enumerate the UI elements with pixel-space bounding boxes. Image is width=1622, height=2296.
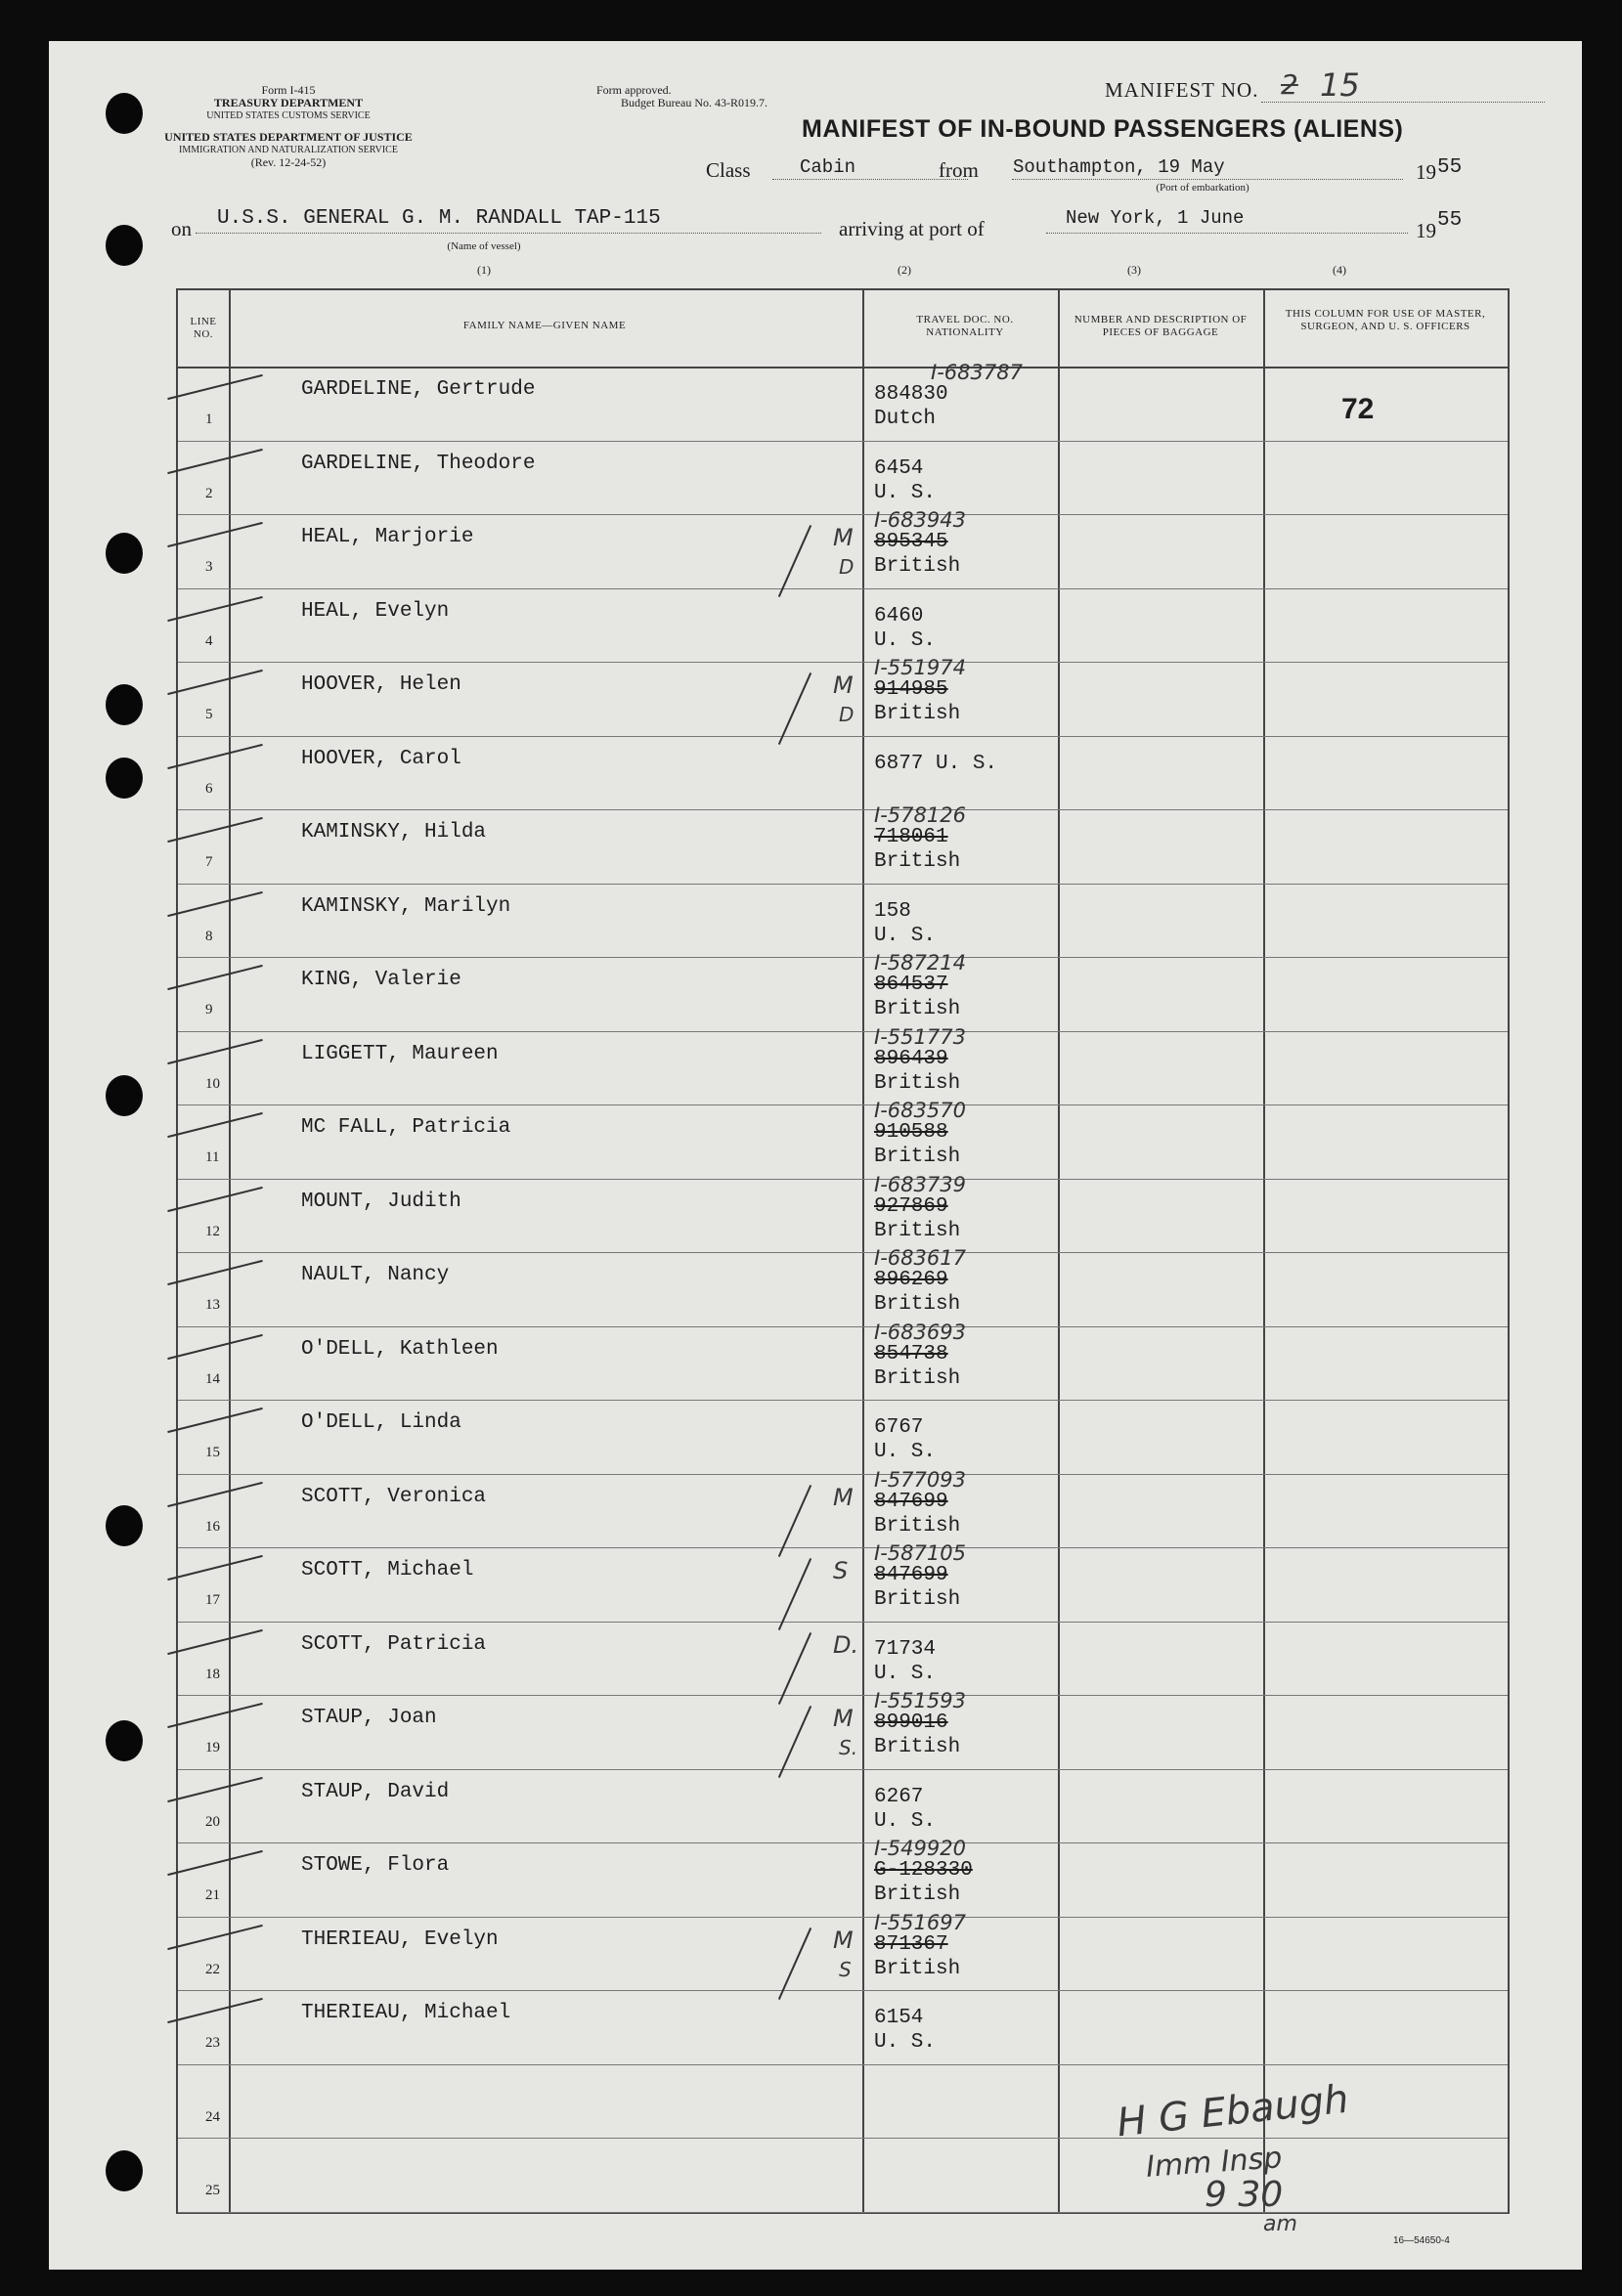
nationality: British xyxy=(874,1884,961,1906)
year-1: 55 xyxy=(1437,156,1463,179)
passenger-name: GARDELINE, Theodore xyxy=(301,452,536,475)
nationality: U. S. xyxy=(874,924,937,947)
on-label: on xyxy=(171,217,192,240)
handwritten-doc-number: I-551773 xyxy=(874,1024,966,1049)
handwritten-doc-number: I-577093 xyxy=(874,1467,966,1492)
struck-doc-number: 910588 xyxy=(874,1121,948,1144)
nationality: U. S. xyxy=(874,1809,937,1833)
year-2: 55 xyxy=(1437,209,1463,232)
manifest-paper xyxy=(49,41,1582,2270)
check-mark-icon xyxy=(167,1776,263,1801)
row-line-number: 10 xyxy=(205,1075,220,1092)
year-prefix-2: 19 xyxy=(1416,219,1436,242)
nationality: U. S. xyxy=(874,1662,937,1685)
arrival-port: New York, 1 June xyxy=(1066,207,1245,229)
passenger-name: THERIEAU, Evelyn xyxy=(301,1928,499,1951)
family-mark: D xyxy=(839,703,855,726)
family-mark: M xyxy=(833,671,854,699)
row-line-number: 17 xyxy=(205,1592,220,1608)
row-line-number: 4 xyxy=(205,632,213,649)
struck-doc-number: 899016 xyxy=(874,1711,948,1734)
inspector-title: Imm Insp xyxy=(1144,2141,1284,2185)
col-num-3: (3) xyxy=(1127,263,1141,277)
nationality: British xyxy=(874,555,961,578)
row-line-number: 8 xyxy=(205,928,213,944)
nationality: British xyxy=(874,998,961,1020)
struck-doc-number: 927869 xyxy=(874,1194,948,1218)
form-approved: Form approved. xyxy=(596,83,672,97)
handwritten-doc-number: I-587214 xyxy=(874,951,966,975)
nationality: U. S. xyxy=(874,1441,937,1463)
handwritten-doc-number: I-587105 xyxy=(874,1541,966,1565)
struck-doc-number: 871367 xyxy=(874,1932,948,1956)
header-name: FAMILY NAME—GIVEN NAME xyxy=(462,320,627,331)
row-line-number: 9 xyxy=(205,1002,213,1018)
check-mark-icon xyxy=(167,670,263,695)
passenger-name: KAMINSKY, Hilda xyxy=(301,821,487,844)
struck-doc-number: 895345 xyxy=(874,531,948,553)
passenger-name: SCOTT, Patricia xyxy=(301,1632,487,1656)
check-mark-icon xyxy=(167,965,263,990)
binder-hole xyxy=(106,1075,143,1116)
port-caption: (Port of embarkation) xyxy=(1156,182,1249,194)
passenger-name: O'DELL, Kathleen xyxy=(301,1337,499,1361)
year-prefix-1: 19 xyxy=(1416,160,1436,184)
row-line-number: 11 xyxy=(205,1149,220,1165)
binder-hole xyxy=(106,2150,143,2191)
row-line-number: 18 xyxy=(205,1666,220,1682)
passenger-name: STAUP, David xyxy=(301,1780,450,1803)
nationality: British xyxy=(874,1146,961,1168)
vessel-name: U.S.S. GENERAL G. M. RANDALL TAP-115 xyxy=(217,207,661,230)
row-line-number: 19 xyxy=(205,1740,220,1755)
ins-service: IMMIGRATION AND NATURALIZATION SERVICE xyxy=(179,145,398,155)
revision: (Rev. 12-24-52) xyxy=(250,155,327,169)
struck-doc-number: 914985 xyxy=(874,678,948,701)
nationality: British xyxy=(874,1514,961,1538)
family-mark: M xyxy=(833,524,854,551)
inspector-signature: H G Ebaugh xyxy=(1115,2076,1351,2146)
nationality: British xyxy=(874,1588,961,1611)
table-row xyxy=(178,2138,1508,2212)
passenger-name: MC FALL, Patricia xyxy=(301,1116,511,1139)
row-line-number: 15 xyxy=(205,1445,220,1460)
embark-port: Southampton, 19 May xyxy=(1013,156,1225,178)
binder-hole xyxy=(106,1505,143,1546)
check-mark-icon xyxy=(167,1555,263,1581)
manifest-struck-number: 2 xyxy=(1281,68,1298,101)
struck-doc-number: 847699 xyxy=(874,1564,948,1586)
manifest-label: MANIFEST NO. xyxy=(1105,78,1259,102)
row-line-number: 3 xyxy=(205,559,213,575)
check-mark-icon xyxy=(167,743,263,768)
travel-doc-number: 71734 xyxy=(874,1637,937,1661)
row-line-number: 20 xyxy=(205,1813,220,1830)
table-row xyxy=(178,884,1508,958)
binder-hole xyxy=(106,1720,143,1761)
passenger-name: HOOVER, Carol xyxy=(301,747,461,770)
handwritten-doc-number: I-683787 xyxy=(931,361,1023,384)
family-mark: S xyxy=(833,1557,849,1584)
row-line-number: 7 xyxy=(205,854,213,870)
inspection-time-suffix: am xyxy=(1263,2212,1297,2236)
check-mark-icon xyxy=(167,1038,263,1063)
handwritten-doc-number: I-551593 xyxy=(874,1689,966,1712)
nationality: British xyxy=(874,1957,961,1980)
row-line-number: 13 xyxy=(205,1297,220,1313)
page-number: 72 xyxy=(1341,393,1375,425)
family-mark: M xyxy=(833,1705,854,1732)
handwritten-doc-number: I-683943 xyxy=(874,508,966,532)
header-doc: TRAVEL DOC. NO. NATIONALITY xyxy=(916,314,1014,338)
header-baggage: NUMBER AND DESCRIPTION OF PIECES OF BAGGAGE xyxy=(1074,314,1248,338)
nationality: British xyxy=(874,1736,961,1758)
row-line-number: 12 xyxy=(205,1223,220,1239)
nationality: British xyxy=(874,1366,961,1390)
table-row xyxy=(178,588,1508,663)
travel-doc-number: 158 xyxy=(874,899,911,923)
form-id: Form I-415 xyxy=(261,83,316,97)
col-num-1: (1) xyxy=(477,263,491,277)
manifest-title: MANIFEST OF IN-BOUND PASSENGERS (ALIENS) xyxy=(802,115,1404,143)
travel-doc-number: 6267 xyxy=(874,1785,924,1808)
check-mark-icon xyxy=(167,1112,263,1138)
check-mark-icon xyxy=(167,1408,263,1433)
row-line-number: 1 xyxy=(205,412,213,427)
check-mark-icon xyxy=(167,1850,263,1876)
travel-doc-number: 6877 U. S. xyxy=(874,752,998,775)
table-row xyxy=(178,1024,1508,1105)
row-rule xyxy=(178,2212,1508,2213)
struck-doc-number: 847699 xyxy=(874,1490,948,1513)
check-mark-icon xyxy=(167,1186,263,1211)
row-line-number: 14 xyxy=(205,1370,220,1387)
table-row xyxy=(178,1400,1508,1474)
header-officers: THIS COLUMN FOR USE OF MASTER, SURGEON, AND U. S. OFFICERS xyxy=(1285,308,1486,332)
check-mark-icon xyxy=(167,374,263,400)
table-row xyxy=(178,1099,1508,1179)
manifest-number: 15 xyxy=(1320,66,1360,104)
row-line-number: 5 xyxy=(205,707,213,722)
binder-hole xyxy=(106,533,143,574)
handwritten-doc-number: I-551974 xyxy=(874,656,966,679)
check-mark-icon xyxy=(167,522,263,547)
table-row xyxy=(178,1990,1508,2064)
travel-doc-number: 6767 xyxy=(874,1416,924,1439)
row-line-number: 2 xyxy=(205,485,213,501)
passenger-table xyxy=(176,288,1510,2236)
footer-code: 16—54650-4 xyxy=(1393,2235,1450,2246)
family-mark: S. xyxy=(839,1736,858,1759)
travel-doc-number: 6454 xyxy=(874,456,924,480)
class-label: Class xyxy=(706,158,751,182)
table-row xyxy=(178,803,1508,884)
handwritten-doc-number: I-549920 xyxy=(874,1837,966,1860)
passenger-name: KING, Valerie xyxy=(301,969,461,991)
row-line-number: 6 xyxy=(205,780,213,797)
check-mark-icon xyxy=(167,1924,263,1949)
table-row xyxy=(178,951,1508,1031)
family-mark: M xyxy=(833,1483,854,1511)
travel-doc-number: 6460 xyxy=(874,604,924,628)
handwritten-doc-number: I-578126 xyxy=(874,803,966,827)
from-line xyxy=(1012,179,1403,180)
table-row xyxy=(178,1837,1508,1917)
family-mark: D. xyxy=(833,1630,859,1659)
passenger-name: NAULT, Nancy xyxy=(301,1264,450,1286)
check-mark-icon xyxy=(167,890,263,916)
arrival-line xyxy=(1046,233,1408,234)
justice-dept: UNITED STATES DEPARTMENT OF JUSTICE xyxy=(164,130,413,144)
header-line-no: LINE NO. xyxy=(190,316,217,340)
from-label: from xyxy=(939,158,979,182)
check-mark-icon xyxy=(167,1481,263,1506)
struck-doc-number: G-128330 xyxy=(874,1859,973,1882)
passenger-name: LIGGETT, Maureen xyxy=(301,1042,499,1065)
row-line-number: 24 xyxy=(205,2108,220,2125)
struck-doc-number: 896269 xyxy=(874,1269,948,1291)
passenger-name: HEAL, Marjorie xyxy=(301,526,474,548)
family-mark: S xyxy=(839,1957,852,1981)
table-row xyxy=(178,1246,1508,1326)
nationality: U. S. xyxy=(874,628,937,652)
nationality: British xyxy=(874,1293,961,1316)
col-num-2: (2) xyxy=(898,263,911,277)
struck-doc-number: 854738 xyxy=(874,1342,948,1365)
binder-hole xyxy=(106,225,143,266)
passenger-name: SCOTT, Michael xyxy=(301,1559,474,1581)
table-row xyxy=(178,1769,1508,1843)
passenger-name: HOOVER, Helen xyxy=(301,673,461,696)
passenger-name: HEAL, Evelyn xyxy=(301,599,450,623)
check-mark-icon xyxy=(167,1260,263,1285)
table-row xyxy=(178,361,1508,441)
struck-doc-number: 718061 xyxy=(874,826,948,848)
passenger-name: SCOTT, Veronica xyxy=(301,1485,487,1508)
family-mark: D xyxy=(839,555,855,579)
nationality: British xyxy=(874,850,961,873)
passenger-name: MOUNT, Judith xyxy=(301,1190,461,1213)
row-line-number: 25 xyxy=(205,2183,220,2198)
nationality: U. S. xyxy=(874,481,937,504)
check-mark-icon xyxy=(167,1998,263,2023)
row-line-number: 22 xyxy=(205,1961,220,1977)
handwritten-doc-number: I-683739 xyxy=(874,1172,966,1196)
passenger-name: STAUP, Joan xyxy=(301,1707,437,1729)
passenger-name: THERIEAU, Michael xyxy=(301,2002,511,2024)
vessel-caption: (Name of vessel) xyxy=(447,240,521,252)
passenger-name: GARDELINE, Gertrude xyxy=(301,378,536,401)
budget-bureau: Budget Bureau No. 43-R019.7. xyxy=(621,96,767,109)
table-row xyxy=(178,736,1508,810)
handwritten-doc-number: I-683693 xyxy=(874,1320,966,1344)
travel-doc-number: 6154 xyxy=(874,2007,924,2029)
travel-doc-number: 884830 xyxy=(874,383,948,406)
table-row xyxy=(178,441,1508,515)
handwritten-doc-number: I-551697 xyxy=(874,1910,966,1934)
check-mark-icon xyxy=(167,448,263,473)
row-line-number: 21 xyxy=(205,1887,220,1903)
inspection-time: 9 30 xyxy=(1205,2175,1284,2215)
arriving-label: arriving at port of xyxy=(839,217,985,240)
check-mark-icon xyxy=(167,1628,263,1654)
check-mark-icon xyxy=(167,1333,263,1359)
passenger-name: KAMINSKY, Marilyn xyxy=(301,894,511,918)
vessel-line xyxy=(196,233,821,234)
table-row xyxy=(178,1320,1508,1401)
row-line-number: 16 xyxy=(205,1518,220,1535)
nationality: U. S. xyxy=(874,2031,937,2054)
row-line-number: 23 xyxy=(205,2035,220,2051)
handwritten-doc-number: I-683617 xyxy=(874,1246,966,1270)
customs-service: UNITED STATES CUSTOMS SERVICE xyxy=(206,110,371,121)
nationality: British xyxy=(874,1219,961,1242)
family-mark: M xyxy=(833,1926,854,1954)
nationality: British xyxy=(874,703,961,725)
passenger-name: STOWE, Flora xyxy=(301,1854,450,1877)
binder-hole xyxy=(106,758,143,799)
nationality: Dutch xyxy=(874,408,937,430)
binder-hole xyxy=(106,93,143,134)
handwritten-doc-number: I-683570 xyxy=(874,1099,966,1122)
check-mark-icon xyxy=(167,817,263,843)
check-mark-icon xyxy=(167,595,263,621)
struck-doc-number: 864537 xyxy=(874,974,948,996)
struck-doc-number: 896439 xyxy=(874,1047,948,1070)
class-value: Cabin xyxy=(800,156,856,178)
check-mark-icon xyxy=(167,1703,263,1728)
manifest-no-line xyxy=(1261,102,1545,103)
binder-hole xyxy=(106,684,143,725)
nationality: British xyxy=(874,1071,961,1095)
table-row xyxy=(178,1172,1508,1253)
col-num-4: (4) xyxy=(1333,263,1346,277)
treasury-dept: TREASURY DEPARTMENT xyxy=(213,96,364,109)
passenger-name: O'DELL, Linda xyxy=(301,1411,461,1434)
